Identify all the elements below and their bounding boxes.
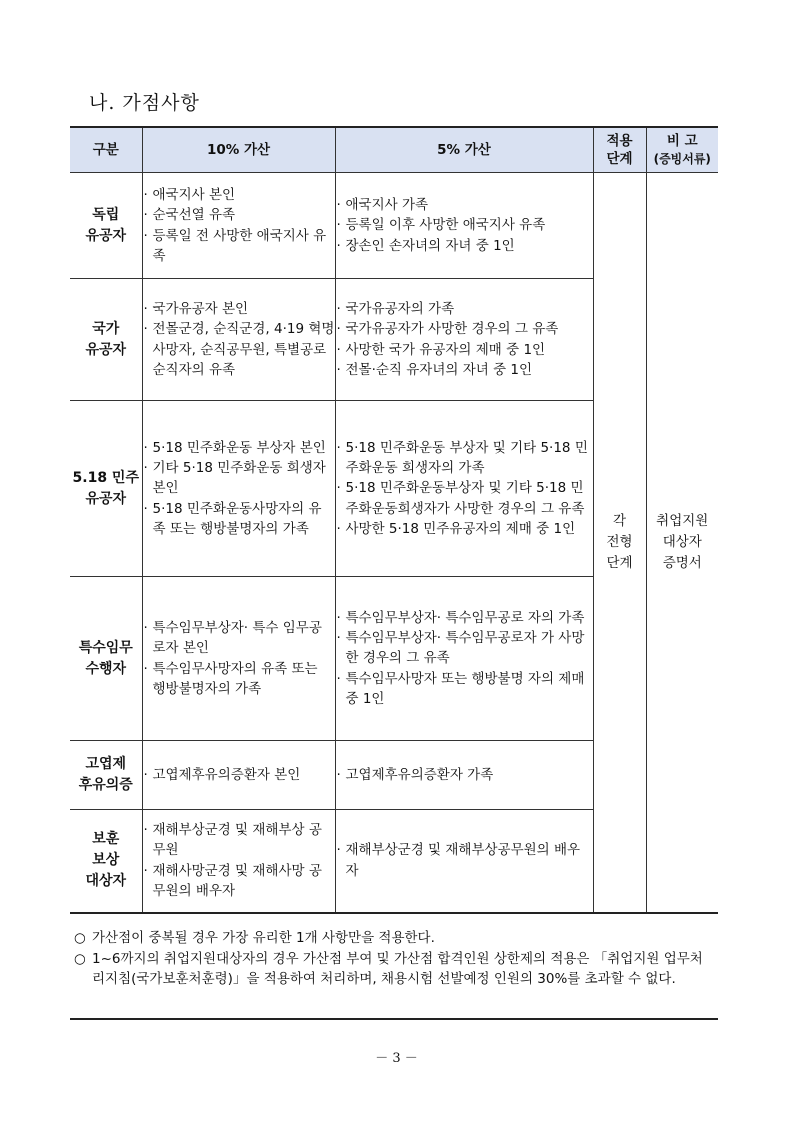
- list-item: · 장손인 손자녀의 자녀 중 1인: [336, 236, 593, 256]
- category-cell: [70, 810, 142, 913]
- ten-percent-cell: [142, 173, 335, 279]
- circle-bullet: ○: [74, 930, 86, 946]
- list-item: · 특수임무부상자· 특수 임무공로자 본인: [143, 618, 335, 659]
- list-item: · 재해부상군경 및 재해부상공무원의 배우자: [336, 840, 593, 881]
- header-stage: [593, 127, 646, 173]
- note-text: 1~6까지의 취업지원대상자의 경우 가산점 부여 및 가산점 합격인원 상한제의 적용은 「취업지원 업무처리지침(국가보훈처훈령)」을 적용하여 처리하며, 채용시험 선발예정 인원의 30%를 초과할 수 없다.: [92, 950, 703, 987]
- remark-line: 대상자: [662, 533, 702, 550]
- stage-line: 각: [612, 512, 627, 529]
- list-item: · 재해부상군경 및 재해부상 공무원: [143, 820, 335, 861]
- header-ten-percent: 10% 가산: [142, 127, 335, 173]
- category-line: 수행자: [85, 660, 127, 677]
- list-item: · 재해사망군경 및 재해사망 공무원의 배우자: [143, 861, 335, 902]
- list-item: · 사망한 국가 유공자의 제매 중 1인: [336, 340, 593, 360]
- note-text: 가산점이 중복될 경우 가장 유리한 1개 사항만을 적용한다.: [92, 930, 435, 946]
- category-line: 유공자: [85, 227, 127, 244]
- ten-percent-cell: [142, 741, 335, 810]
- category-line: 독립: [92, 206, 120, 223]
- header-stage-line2: 단계: [606, 151, 633, 167]
- category-line: 유공자: [85, 490, 127, 507]
- category-line: 특수임무: [78, 639, 133, 656]
- list-item: · 특수임무부상자· 특수임무공로 자의 가족: [336, 608, 593, 628]
- category-cell: [70, 577, 142, 741]
- list-item: · 5·18 민주화운동부상자 및 기타 5·18 민주화운동희생자가 사망한 경우의 그 유족: [336, 478, 593, 519]
- ten-percent-cell: [142, 279, 335, 401]
- category-line: 후유의증: [78, 777, 133, 793]
- list-item: · 특수임무부상자· 특수임무공로자 가 사망한 경우의 그 유족: [336, 628, 593, 669]
- circle-bullet: ○: [74, 950, 86, 967]
- list-item: · 특수임무사망자의 유족 또는 행방불명자의 가족: [143, 659, 335, 700]
- list-item: · 특수임무사망자 또는 행방불명 자의 제매 중 1인: [336, 669, 593, 710]
- stage-line: 단계: [606, 554, 633, 571]
- notes: [74, 928, 714, 990]
- five-percent-cell: [335, 741, 593, 810]
- header-remark-line1: 비 고: [666, 133, 698, 149]
- page-number: － 3 －: [375, 1051, 418, 1066]
- list-item: · 고엽제후유의증환자 본인: [143, 765, 335, 785]
- list-item: · 사망한 5·18 민주유공자의 제매 중 1인: [336, 519, 593, 539]
- five-percent-cell: [335, 401, 593, 577]
- category-line: 보상: [92, 852, 120, 869]
- list-item: · 5·18 민주화운동 부상자 및 기타 5·18 민주화운동 희생자의 가족: [336, 438, 593, 479]
- bottom-rule: [70, 1018, 718, 1020]
- list-item: · 애국지사 본인: [143, 185, 335, 205]
- ten-percent-cell: [142, 577, 335, 741]
- stage-line: 전형: [606, 533, 633, 550]
- list-item: · 고엽제후유의증환자 가족: [336, 765, 593, 785]
- list-item: · 애국지사 가족: [336, 195, 593, 215]
- remark-line: 증명서: [662, 554, 702, 571]
- note-item: [74, 928, 714, 949]
- list-item: · 국가유공자 본인: [143, 299, 335, 319]
- list-item: · 5·18 민주화운동 부상자 본인: [143, 438, 335, 458]
- list-item: · 전몰·순직 유자녀의 자녀 중 1인: [336, 360, 593, 380]
- stage-cell: [593, 173, 646, 913]
- ten-percent-cell: [142, 810, 335, 913]
- list-item: · 국가유공자의 가족: [336, 299, 593, 319]
- five-percent-cell: [335, 279, 593, 401]
- list-item: · 5·18 민주화운동사망자의 유족 또는 행방불명자의 가족: [143, 499, 335, 540]
- list-item: · 국가유공자가 사망한 경우의 그 유족: [336, 319, 593, 339]
- bonus-points-table: [70, 126, 718, 914]
- list-item: · 기타 5·18 민주화운동 희생자 본인: [143, 458, 335, 499]
- table-row: [70, 173, 718, 279]
- category-cell: [70, 401, 142, 577]
- remark-cell: [646, 173, 718, 913]
- five-percent-cell: [335, 577, 593, 741]
- category-cell: [70, 741, 142, 810]
- list-item: · 전몰군경, 순직군경, 4·19 혁명사망자, 순직공무원, 특별공로순직자의 유족: [143, 319, 335, 380]
- list-item: · 순국선열 유족: [143, 205, 335, 225]
- header-remark: [646, 127, 718, 173]
- list-item: · 등록일 이후 사망한 애국지사 유족: [336, 215, 593, 235]
- five-percent-cell: [335, 173, 593, 279]
- list-item: · 등록일 전 사망한 애국지사 유족: [143, 226, 335, 267]
- note-item: [74, 949, 714, 990]
- five-percent-cell: [335, 810, 593, 913]
- header-five-percent: 5% 가산: [335, 127, 593, 173]
- category-line: 5.18 민주: [72, 469, 139, 486]
- category-line: 유공자: [85, 341, 127, 358]
- category-line: 고엽제: [85, 756, 127, 772]
- header-category: 구분: [70, 127, 142, 173]
- header-remark-line2: (증빙서류): [653, 152, 711, 166]
- section-title: 나. 가점사항: [89, 92, 200, 114]
- header-stage-line1: 적용: [606, 133, 633, 149]
- category-cell: [70, 279, 142, 401]
- category-cell: [70, 173, 142, 279]
- category-line: 대상자: [85, 873, 127, 890]
- ten-percent-cell: [142, 401, 335, 577]
- category-line: 보훈: [92, 831, 120, 848]
- category-line: 국가: [92, 320, 120, 337]
- remark-line: 취업지원: [656, 512, 709, 529]
